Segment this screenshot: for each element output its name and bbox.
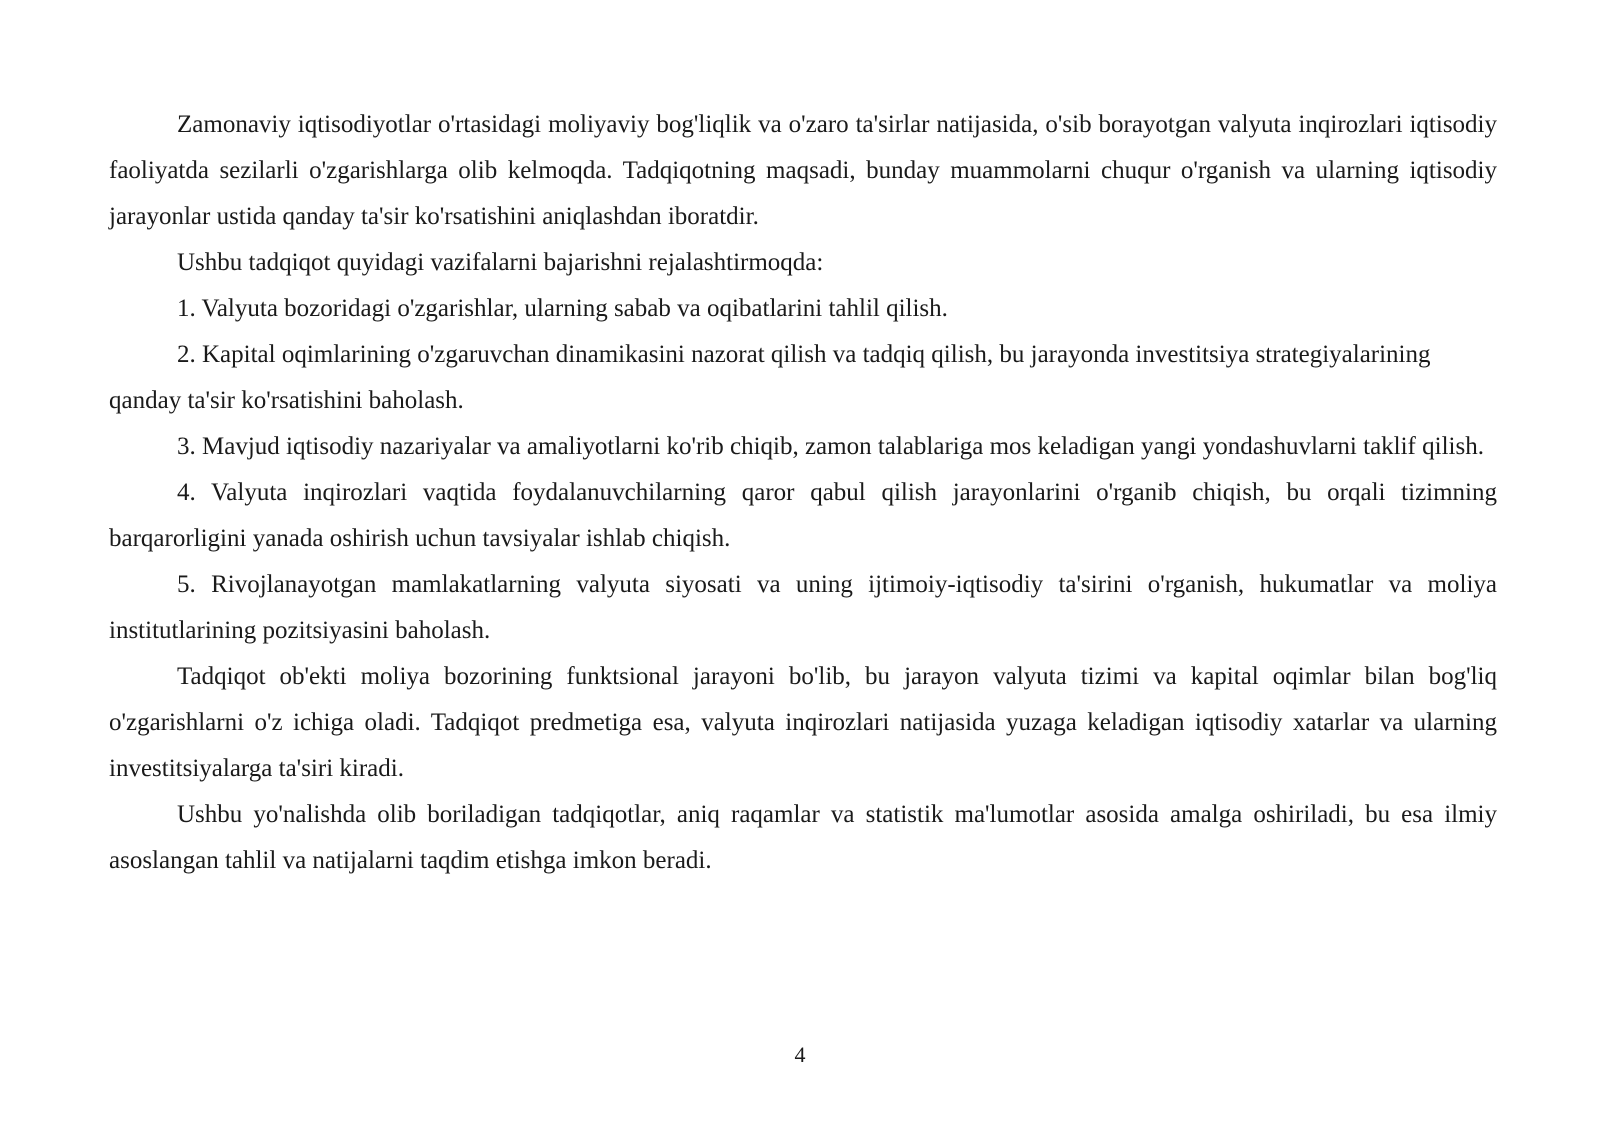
page-body: [109, 102, 1497, 884]
paragraph-object-subject: Tadqiqot ob'ekti moliya bozorining funktsional jarayoni bo'lib, bu jarayon valyuta tizimi va kapital oqimlar bilan bog'liq o'zgarishlarni o'z ichiga oladi. Tadqiqot predmetiga esa, valyuta inqirozlari natijasida yuzaga keladigan iqtisodiy xatarlar va ularning investitsiyalarga ta'siri kiradi.: [109, 663, 1497, 782]
paragraph-intro: Zamonaviy iqtisodiyotlar o'rtasidagi moliyaviy bog'liqlik va o'zaro ta'sirlar natijasida, o'sib borayotgan valyuta inqirozlari iqtisodiy faoliyatda sezilarli o'zgarishlarga olib kelmoqda. Tadqiqotning maqsadi, bunday muammolarni chuqur o'rganish va ularning iqtisodiy jarayonlar ustida qanday ta'sir ko'rsatishini aniqlashdan iboratdir.: [109, 111, 1497, 230]
paragraph-conclusion: Ushbu yo'nalishda olib boriladigan tadqiqotlar, aniq raqamlar va statistik ma'lumotlar asosida amalga oshiriladi, bu esa ilmiy asoslangan tahlil va natijalarni taqdim etishga imkon beradi.: [109, 801, 1497, 874]
paragraph-tasks-heading: Ushbu tadqiqot quyidagi vazifalarni bajarishni rejalashtirmoqda:: [177, 249, 824, 276]
list-item-task-5: 5. Rivojlanayotgan mamlakatlarning valyuta siyosati va uning ijtimoiy-iqtisodiy ta'sirini o'rganish, hukumatlar va moliya institutlarining pozitsiyasini baholash.: [109, 571, 1497, 644]
list-item-task-3: 3. Mavjud iqtisodiy nazariyalar va amaliyotlarni ko'rib chiqib, zamon talablariga mos keladigan yangi yondashuvlarni taklif qilish.: [177, 433, 1484, 460]
list-item-task-2: 2. Kapital oqimlarining o'zgaruvchan dinamikasini nazorat qilish va tadqiq qilish, bu jarayonda investitsiya strategiyalarining qanday ta'sir ko'rsatishini baholash.: [109, 341, 1431, 414]
list-item-task-4: 4. Valyuta inqirozlari vaqtida foydalanuvchilarning qaror qabul qilish jarayonlarini o'rganib chiqish, bu orqali tizimning barqarorligini yanada oshirish uchun tavsiyalar ishlab chiqish.: [109, 479, 1497, 552]
list-item-task-1: 1. Valyuta bozoridagi o'zgarishlar, ularning sabab va oqibatlarini tahlil qilish.: [177, 295, 948, 322]
page-number: 4: [794, 1042, 806, 1067]
